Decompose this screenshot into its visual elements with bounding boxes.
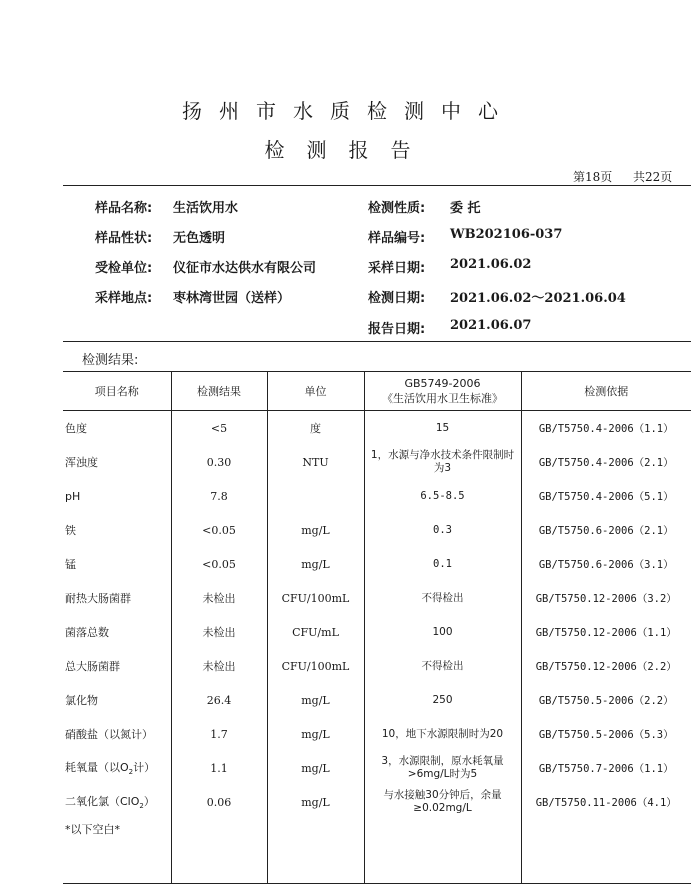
header-standard-name: 《生活饮用水卫生标准》 <box>382 391 503 405</box>
table-row <box>63 479 691 513</box>
item-unit: CFU/mL <box>267 615 364 649</box>
table-row <box>63 615 691 649</box>
table-row <box>63 547 691 581</box>
table-row <box>63 751 691 785</box>
item-result: 0.06 <box>171 785 267 819</box>
item-unit: mg/L <box>267 751 364 785</box>
item-standard: 100 <box>364 615 521 649</box>
table-row <box>63 717 691 751</box>
item-standard: 3，水源限制，原水耗氧量>6mg/L时为5 <box>364 751 521 785</box>
table-header-row <box>63 372 691 411</box>
item-basis: GB/T5750.4-2006（1.1） <box>521 411 691 446</box>
item-name: 耐热大肠菌群 <box>65 592 131 605</box>
item-standard: 15 <box>364 411 521 446</box>
item-unit: NTU <box>267 445 364 479</box>
item-unit: mg/L <box>267 717 364 751</box>
item-basis: GB/T5750.11-2006（4.1） <box>521 785 691 819</box>
item-basis: GB/T5750.6-2006（3.1） <box>521 547 691 581</box>
item-name <box>63 785 171 819</box>
item-standard: 6.5-8.5 <box>364 479 521 513</box>
organization-title: 扬州市水质检测中心 <box>182 99 515 123</box>
item-standard: 10，地下水源限制时为20 <box>364 717 521 751</box>
item-basis: GB/T5750.12-2006（2.2） <box>521 649 691 683</box>
item-basis: GB/T5750.4-2006（2.1） <box>521 445 691 479</box>
item-unit: mg/L <box>267 547 364 581</box>
header-item: 项目名称 <box>63 372 171 411</box>
item-standard: 与水接触30分钟后，余量≥0.02mg/L <box>364 785 521 819</box>
item-name-post: ） <box>143 795 155 809</box>
blank-cell <box>364 819 521 884</box>
table-row <box>63 411 691 446</box>
item-result: <0.05 <box>171 513 267 547</box>
results-table <box>63 371 691 884</box>
item-standard: 0.1 <box>364 547 521 581</box>
sampling-date-label: 采样日期: <box>368 261 426 276</box>
item-result: 1.1 <box>171 751 267 785</box>
item-basis: GB/T5750.12-2006（3.2） <box>521 581 691 615</box>
item-standard: 不得检出 <box>364 649 521 683</box>
item-basis: GB/T5750.4-2006（5.1） <box>521 479 691 513</box>
item-result: 未检出 <box>171 649 267 683</box>
test-date-value: 2021.06.02～2021.06.04 <box>450 291 626 306</box>
item-name: 氯化物 <box>65 694 98 707</box>
report-date-value: 2021.06.07 <box>450 318 532 333</box>
item-name: 菌落总数 <box>65 626 109 639</box>
item-unit: CFU/100mL <box>267 581 364 615</box>
item-name: 总大肠菌群 <box>65 660 120 673</box>
table-row <box>63 513 691 547</box>
item-result: 7.8 <box>171 479 267 513</box>
item-name: 锰 <box>65 558 76 571</box>
header-standard-code: GB5749-2006 <box>404 376 481 390</box>
table-row <box>63 581 691 615</box>
header-unit: 单位 <box>267 372 364 411</box>
footer-note: *以下空白* <box>63 819 171 884</box>
report-title: 检测报告 <box>264 138 433 162</box>
sample-state-label: 样品性状: <box>95 231 153 246</box>
sample-number-value: WB202106-037 <box>450 227 563 242</box>
item-name: 硝酸盐（以氮计） <box>65 728 153 741</box>
page-total: 共22页 <box>633 170 673 184</box>
item-name: 浑浊度 <box>65 456 98 469</box>
item-result: <5 <box>171 411 267 446</box>
item-basis: GB/T5750.5-2006（5.3） <box>521 717 691 751</box>
item-name: 铁 <box>65 524 76 537</box>
item-unit: mg/L <box>267 683 364 717</box>
table-row <box>63 649 691 683</box>
item-name-pre: 耗氧量（以O <box>65 761 129 775</box>
item-name: 色度 <box>65 422 87 435</box>
item-name-post: 计） <box>133 761 156 775</box>
header-standard <box>364 372 521 411</box>
item-standard: 1，水源与净水技术条件限制时为3 <box>364 445 521 479</box>
header-divider <box>63 185 691 186</box>
sample-name-label: 样品名称: <box>95 201 153 216</box>
sampling-date-value: 2021.06.02 <box>450 257 532 272</box>
item-basis: GB/T5750.5-2006（2.2） <box>521 683 691 717</box>
item-standard: 250 <box>364 683 521 717</box>
sample-name-value: 生活饮用水 <box>173 201 239 216</box>
info-divider <box>63 341 691 342</box>
item-result: 未检出 <box>171 615 267 649</box>
header-basis: 检测依据 <box>521 372 691 411</box>
report-date-label: 报告日期: <box>368 322 426 337</box>
item-result: 未检出 <box>171 581 267 615</box>
item-unit: mg/L <box>267 785 364 819</box>
table-row <box>63 683 691 717</box>
item-name <box>63 751 171 785</box>
table-row <box>63 445 691 479</box>
test-nature-value: 委 托 <box>450 201 481 216</box>
header-result: 检测结果 <box>171 372 267 411</box>
item-result: 1.7 <box>171 717 267 751</box>
table-row-blank <box>63 819 691 884</box>
sampling-location-label: 采样地点: <box>95 291 153 306</box>
item-unit <box>267 479 364 513</box>
item-unit: CFU/100mL <box>267 649 364 683</box>
item-basis: GB/T5750.6-2006（2.1） <box>521 513 691 547</box>
item-result: 26.4 <box>171 683 267 717</box>
table-row <box>63 785 691 819</box>
sample-state-value: 无色透明 <box>173 231 226 246</box>
item-unit: mg/L <box>267 513 364 547</box>
blank-cell <box>521 819 691 884</box>
test-date-label: 检测日期: <box>368 291 426 306</box>
test-nature-label: 检测性质: <box>368 201 426 216</box>
item-basis: GB/T5750.12-2006（1.1） <box>521 615 691 649</box>
item-standard: 不得检出 <box>364 581 521 615</box>
item-name-pre: 二氧化氯（ClO <box>65 795 140 809</box>
results-label: 检测结果: <box>82 353 139 368</box>
item-name-sub: 2 <box>139 802 144 811</box>
sampling-location-value: 枣林湾世园（送样） <box>173 291 291 306</box>
page-number: 第18页 <box>573 170 613 184</box>
item-unit: 度 <box>267 411 364 446</box>
blank-cell <box>267 819 364 884</box>
item-name-sub: 2 <box>128 768 134 777</box>
sample-number-label: 样品编号: <box>368 231 426 246</box>
item-result: 0.30 <box>171 445 267 479</box>
inspected-unit-label: 受检单位: <box>95 261 153 276</box>
item-name: pH <box>65 489 81 503</box>
item-result: <0.05 <box>171 547 267 581</box>
inspected-unit-value: 仪征市水达供水有限公司 <box>173 261 317 276</box>
item-basis: GB/T5750.7-2006（1.1） <box>521 751 691 785</box>
blank-cell <box>171 819 267 884</box>
item-standard: 0.3 <box>364 513 521 547</box>
